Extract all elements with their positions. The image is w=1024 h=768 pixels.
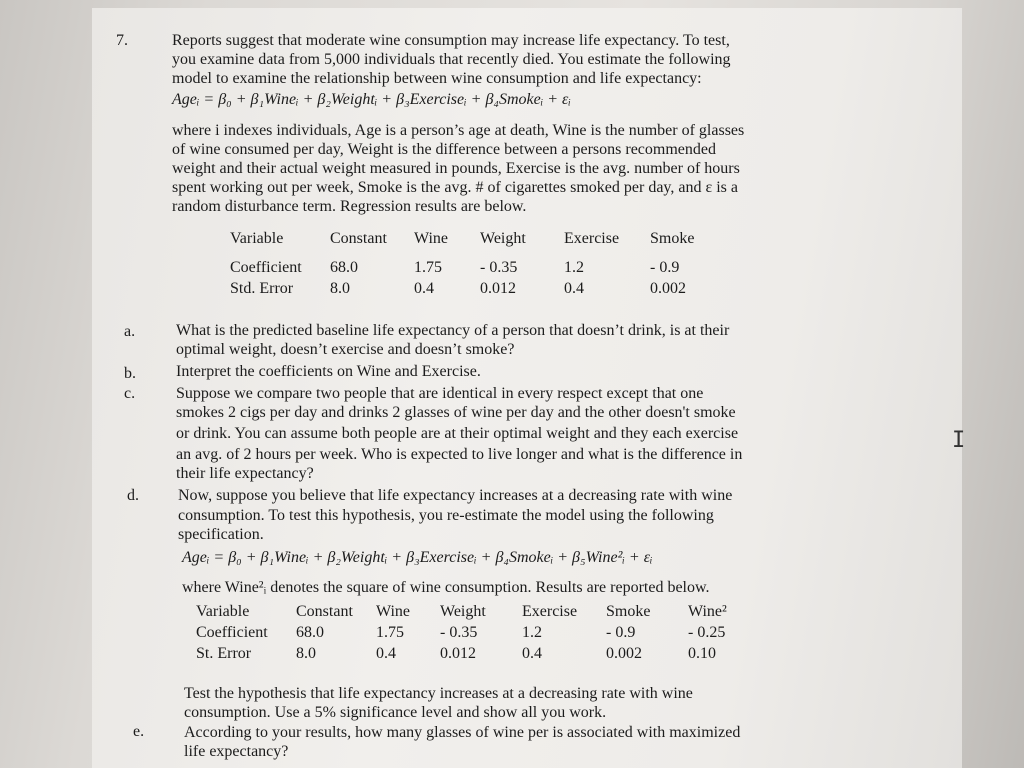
part-d-label: d. (127, 487, 139, 504)
table1-cell: 0.002 (650, 279, 686, 297)
table1-cell: 8.0 (330, 279, 350, 297)
part-d-where-line: where Wine²ᵢ denotes the square of wine consumption. Results are reported below. (182, 579, 710, 596)
part-b-label: b. (124, 365, 136, 382)
part-e-label: e. (133, 723, 145, 740)
table1-cell: 0.4 (414, 279, 434, 297)
part-d-after-line-2: consumption. Use a 5% significance level and show all you work. (184, 704, 607, 721)
desc-line-5: random disturbance term. Regression results are below. (172, 198, 527, 215)
table2-header: Exercise (522, 602, 578, 620)
table1-header: Wine (414, 229, 449, 247)
table2-cell: - 0.9 (606, 623, 636, 641)
part-d-after-line-1: Test the hypothesis that life expectancy increases at a decreasing rate with wine (184, 685, 693, 702)
model-equation-2: Ageᵢ = β₀ + β₁Wineᵢ + β₂Weightᵢ + β₃Exerciseᵢ + β₄Smokeᵢ + β₅Wine²ᵢ + εᵢ (182, 549, 653, 566)
part-a-line-2: optimal weight, doesn’t exercise and doesn’t smoke? (176, 341, 515, 358)
table1-cell: 1.2 (564, 258, 584, 276)
part-e-line-1: According to your results, how many glasses of wine per is associated with maximized (184, 724, 741, 741)
table1-cell: Std. Error (230, 279, 294, 297)
question-number: 7. (116, 32, 128, 49)
part-c-line-2: smokes 2 cigs per day and drinks 2 glasses of wine per day and the other doesn't smoke (176, 404, 736, 421)
table2-cell: - 0.35 (440, 623, 478, 641)
regression-table-1 (230, 228, 694, 299)
table1-cell: 0.4 (564, 279, 584, 297)
table1-cell: 68.0 (330, 258, 358, 276)
table2-header: Smoke (606, 602, 651, 620)
part-a-label: a. (124, 323, 136, 340)
part-d-line-2: consumption. To test this hypothesis, you re-estimate the model using the following (178, 507, 714, 524)
part-e-line-2: life expectancy? (184, 743, 289, 760)
table2-header: Weight (440, 602, 486, 620)
intro-line-1: Reports suggest that moderate wine consumption may increase life expectancy. To test, (172, 32, 730, 49)
table2-cell: 1.2 (522, 623, 542, 641)
table2-cell: 0.002 (606, 644, 642, 662)
part-c-line-1: Suppose we compare two people that are identical in every respect except that one (176, 385, 704, 402)
desc-line-4: spent working out per week, Smoke is the avg. # of cigarettes smoked per day, and ε is a (172, 179, 738, 196)
table1-cell: Coefficient (230, 258, 302, 276)
table2-header-row (196, 601, 727, 622)
regression-table-2 (196, 601, 727, 664)
table1-header: Constant (330, 229, 387, 247)
table2-cell: 8.0 (296, 644, 316, 662)
table2-cell: 68.0 (296, 623, 324, 641)
part-d-line-3: specification. (178, 526, 264, 543)
table2-cell: 0.10 (688, 644, 716, 662)
table1-row (230, 257, 694, 278)
table2-cell: St. Error (196, 644, 252, 662)
part-c-label: c. (124, 385, 136, 402)
table1-header: Weight (480, 229, 526, 247)
table1-cell: 0.012 (480, 279, 516, 297)
part-d-line-1: Now, suppose you believe that life expectancy increases at a decreasing rate with wine (178, 487, 733, 504)
table2-row (196, 643, 727, 664)
part-c-line-5: their life expectancy? (176, 465, 314, 482)
table2-cell: - 0.25 (688, 623, 726, 641)
desc-line-1: where i indexes individuals, Age is a person’s age at death, Wine is the number of glasses (172, 122, 745, 139)
table2-header: Variable (196, 602, 250, 620)
table1-header: Exercise (564, 229, 620, 247)
table2-cell: 0.4 (376, 644, 396, 662)
table2-cell: 0.4 (522, 644, 542, 662)
model-equation-1: Ageᵢ = β₀ + β₁Wineᵢ + β₂Weightᵢ + β₃Exerciseᵢ + β₄Smokeᵢ + εᵢ (172, 91, 571, 108)
table1-row (230, 278, 694, 299)
table2-row (196, 622, 727, 643)
table2-cell: Coefficient (196, 623, 268, 641)
table1-cell: - 0.9 (650, 258, 680, 276)
table2-cell: 0.012 (440, 644, 476, 662)
table1-cell: - 0.35 (480, 258, 518, 276)
part-c-line-3: or drink. You can assume both people are at their optimal weight and they each exercise (176, 425, 739, 442)
text-cursor-icon: I (952, 428, 966, 453)
intro-line-2: you examine data from 5,000 individuals that recently died. You estimate the following (172, 51, 731, 68)
table1-cell: 1.75 (414, 258, 442, 276)
desc-line-2: of wine consumed per day, Weight is the difference between a persons recommended (172, 141, 716, 158)
intro-line-3: model to examine the relationship between wine consumption and life expectancy: (172, 70, 702, 87)
part-b-line-1: Interpret the coefficients on Wine and Exercise. (176, 363, 481, 380)
table2-header: Wine (376, 602, 411, 620)
part-a-line-1: What is the predicted baseline life expectancy of a person that doesn’t drink, is at their (176, 322, 730, 339)
part-c-line-4: an avg. of 2 hours per week. Who is expected to live longer and what is the difference in (176, 446, 743, 463)
table1-header: Smoke (650, 229, 695, 247)
table1-header: Variable (230, 229, 284, 247)
desc-line-3: weight and their actual weight measured in pounds, Exercise is the avg. number of hours (172, 160, 740, 177)
table1-header-row (230, 228, 694, 249)
table2-header: Constant (296, 602, 353, 620)
table2-cell: 1.75 (376, 623, 404, 641)
table2-header: Wine² (688, 602, 727, 620)
